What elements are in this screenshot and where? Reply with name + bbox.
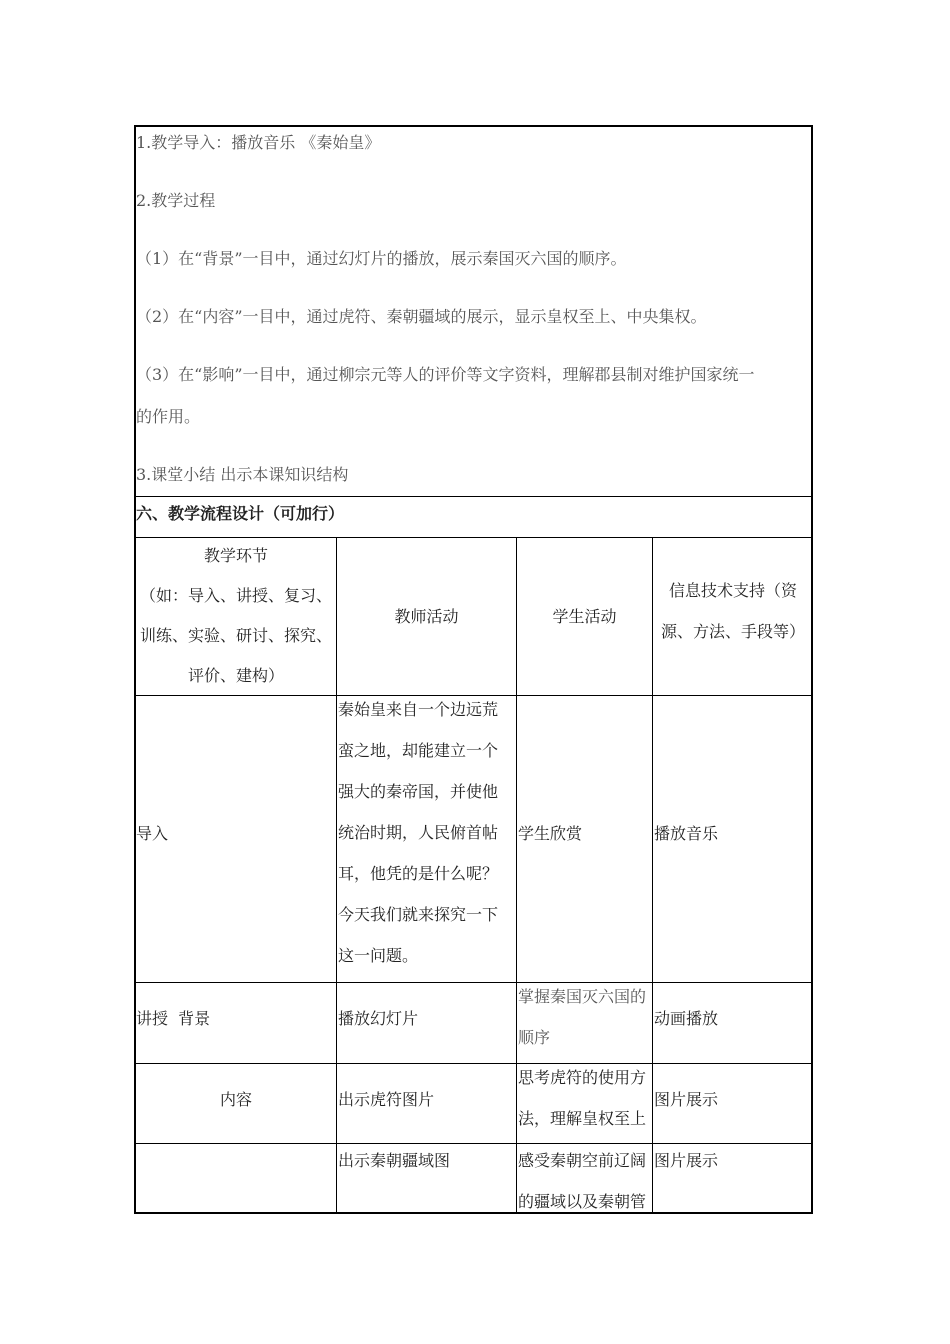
column-divider <box>516 537 517 1214</box>
row1-stage: 导入 <box>136 824 169 843</box>
header-stage-line: 训练、实验、研讨、探究、 <box>139 626 332 645</box>
divider <box>134 982 813 983</box>
row1-teacher-line: 耳，他凭的是什么呢？ <box>338 864 499 883</box>
row3-student-line: 法，理解皇权至上 <box>518 1109 647 1128</box>
row4-tech: 图片展示 <box>654 1151 719 1170</box>
row1-teacher-line: 今天我们就来探究一下 <box>338 905 499 924</box>
row2-student-line: 掌握秦国灭六国的 <box>518 987 647 1006</box>
header-tech <box>653 570 813 652</box>
row2-teacher: 播放幻灯片 <box>338 1009 419 1028</box>
header-stage-line: 教学环节 <box>203 546 268 565</box>
row2-tech: 动画播放 <box>654 1009 719 1028</box>
header-stage-line: （如：导入、讲授、复习、 <box>139 586 332 605</box>
intro-line-5a: （3）在“影响”一目中，通过柳宗元等人的评价等文字资料，理解郡县制对维护国家统一 <box>136 365 755 384</box>
intro-line-2: 2.教学过程 <box>136 191 216 210</box>
column-divider <box>336 537 337 1214</box>
header-tech-line: 源、方法、手段等） <box>660 622 805 641</box>
row1-student: 学生欣赏 <box>518 824 583 843</box>
intro-line-6: 3.课堂小结 出示本课知识结构 <box>136 465 349 484</box>
row1-teacher-line: 统治时期，人民俯首帖 <box>338 823 499 842</box>
row1-tech: 播放音乐 <box>654 824 719 843</box>
row1-teacher-line: 这一问题。 <box>338 946 419 965</box>
header-student: 学生活动 <box>552 607 617 626</box>
header-tech-line: 信息技术支持（资 <box>668 581 797 600</box>
intro-line-5b: 的作用。 <box>136 407 201 426</box>
intro-line-1: 1.教学导入：播放音乐 《秦始皇》 <box>136 133 381 152</box>
row4-student-line: 感受秦朝空前辽阔 <box>518 1151 647 1170</box>
row3-student <box>518 1057 646 1139</box>
row3-student-line: 思考虎符的使用方 <box>518 1068 647 1087</box>
row2-student <box>518 976 646 1058</box>
row3-tech: 图片展示 <box>654 1090 719 1109</box>
divider <box>134 1063 813 1064</box>
row4-teacher: 出示秦朝疆域图 <box>338 1151 451 1170</box>
header-stage <box>136 536 336 696</box>
header-teacher: 教师活动 <box>394 607 459 626</box>
row2-student-line: 顺序 <box>518 1028 551 1047</box>
row4-student <box>518 1140 646 1222</box>
row4-student-line: 的疆域以及秦朝管 <box>518 1192 647 1211</box>
row1-teacher <box>338 689 498 976</box>
row1-teacher-line: 秦始皇来自一个边远荒 <box>338 700 499 719</box>
section-title: 六、教学流程设计（可加行） <box>136 504 345 523</box>
intro-line-4: （2）在“内容”一目中，通过虎符、秦朝疆域的展示，显示皇权至上、中央集权。 <box>136 307 707 326</box>
row1-teacher-line: 蛮之地，却能建立一个 <box>338 741 499 760</box>
row3-teacher: 出示虎符图片 <box>338 1090 435 1109</box>
row3-stage: 内容 <box>219 1090 252 1109</box>
row1-teacher-line: 强大的秦帝国，并使他 <box>338 782 499 801</box>
intro-line-3: （1）在“背景”一目中，通过幻灯片的播放，展示秦国灭六国的顺序。 <box>136 249 627 268</box>
header-stage-line: 评价、建构） <box>187 666 284 685</box>
row2-stage: 讲授 背景 <box>136 1009 211 1028</box>
divider <box>134 496 813 497</box>
